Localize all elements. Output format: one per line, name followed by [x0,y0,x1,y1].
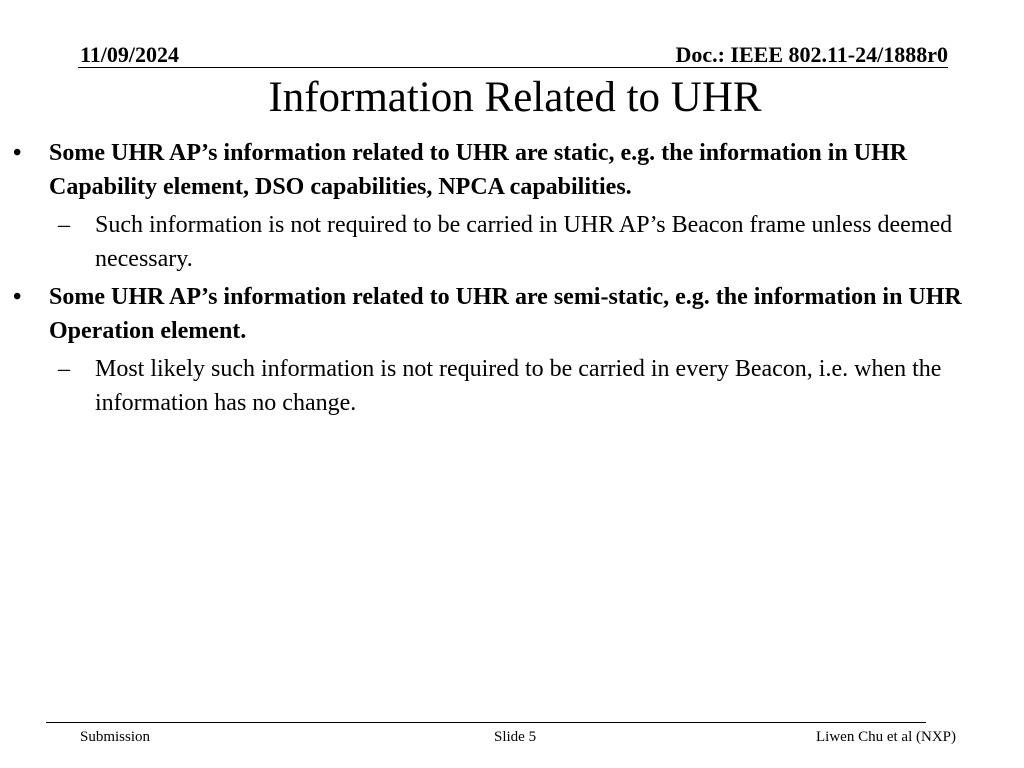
header-rule [78,67,948,68]
slide-title: Information Related to UHR [268,74,762,121]
slide-content [0,136,1024,420]
footer-slide-number: Slide 5 [494,729,537,745]
bullet-static [0,136,1024,204]
sub-bullet-mark: – [58,212,70,238]
sub-bullet-mark: – [58,356,70,382]
bullet-text: Some UHR AP’s information related to UHR are static, e.g. the information in UHR Capability element, DSO capabilities, NPCA capabilities. [49,140,908,200]
footer-author: Liwen Chu et al (NXP) [816,729,956,745]
footer-rule [46,722,926,723]
bullet-mark: • [13,140,22,166]
sub-bullet-text: Most likely such information is not required to be carried in every Beacon, i.e. when the information has no change. [95,356,942,416]
sub-bullet-semi-static [0,352,1024,420]
bullet-text: Some UHR AP’s information related to UHR are semi-static, e.g. the information in UHR Operation element. [49,284,962,344]
bullet-semi-static [0,280,1024,348]
footer-submission: Submission [80,729,151,745]
sub-bullet-text: Such information is not required to be carried in UHR AP’s Beacon frame unless deemed necessary. [95,212,953,272]
sub-bullet-static [0,208,1024,276]
bullet-mark: • [13,284,22,310]
header-doc-id: Doc.: IEEE 802.11-24/1888r0 [675,42,948,67]
header-date: 11/09/2024 [80,42,180,67]
